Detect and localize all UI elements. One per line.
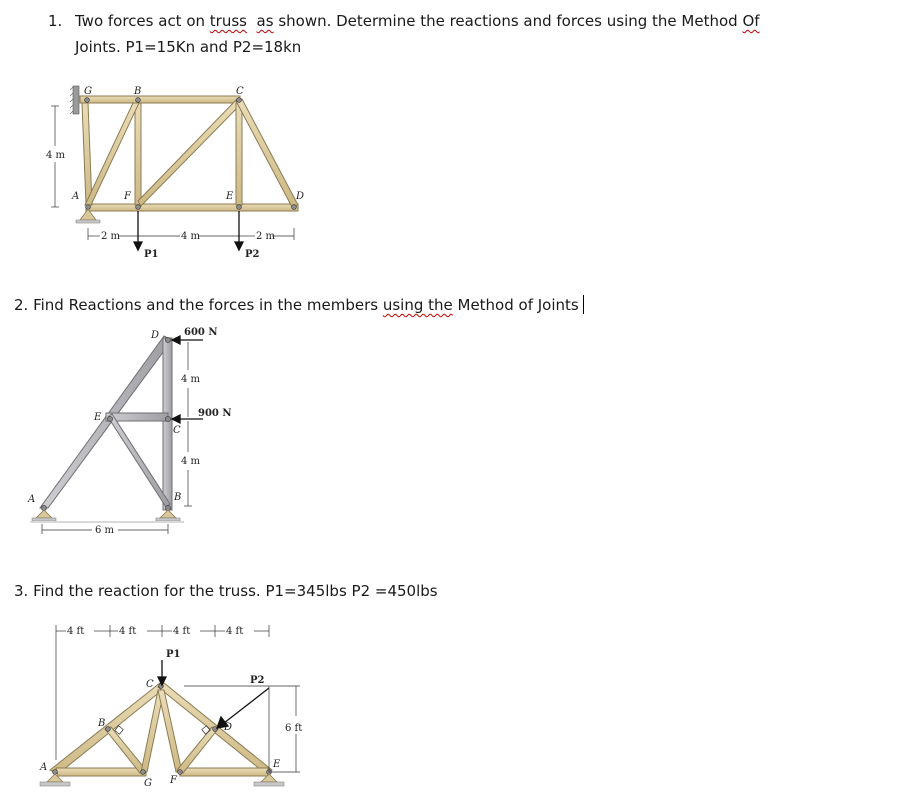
spellcheck-word-of[interactable]: Of [742,12,760,30]
dim-4ft-4: 4 ft [226,626,244,637]
dim-base-6m: 6 m [95,525,115,536]
joint-label-B2: B [174,492,182,503]
dim-height-4m: 4 m [46,150,66,161]
force-label-600N: 600 N [184,327,218,338]
problem2-text-a: 2. Find Reactions and the forces in the members [14,296,383,314]
member-AG [56,768,146,776]
dim-4ft-1: 4 ft [67,626,85,637]
problem2-text-b: Method of Joints [452,296,579,314]
joint-label-E2: E [94,412,102,423]
joint-label-D3: D [224,722,233,733]
dim-lower-4m: 4 m [181,456,201,467]
joint-label-C: C [236,86,244,97]
spellcheck-word-truss[interactable]: truss [209,12,247,30]
member-BG [105,727,146,773]
truss3-members [50,683,272,776]
dim-height-6ft: 6 ft [285,723,303,734]
load-label-P2: P2 [245,249,260,260]
joint-label-D: D [296,191,305,202]
load-label-P1: P1 [144,249,159,260]
joint-label-D2: D [151,330,160,341]
spellcheck-word-as[interactable]: as [256,12,274,30]
joint-label-F3: F [170,775,177,786]
spellcheck-phrase-using-the[interactable]: using the [382,296,453,314]
joint-label-A: A [72,191,80,202]
member-DF [177,727,218,773]
joint-label-A2: A [28,494,36,505]
force-label-900N: 900 N [198,408,232,419]
problem1-number: 1. [48,12,63,30]
dim-2m-left: 2 m [101,231,121,242]
joint-label-C3: C [146,679,154,690]
problem1-text-b: shown. Determine the reactions and forces using the Method [273,12,743,30]
dim-4ft-2: 4 ft [119,626,137,637]
problem3-text: 3. Find the reaction for the truss. P1=345lbs P2 =450lbs [14,582,438,600]
problem1-text-a: Two forces act on [75,12,210,30]
dim-4m-mid: 4 m [181,231,201,242]
joint-label-G: G [84,86,92,97]
joint-label-E: E [226,191,234,202]
joint-label-C2: C [173,425,181,436]
joint-label-G3: G [144,778,152,789]
dim-4ft-3: 4 ft [173,626,191,637]
joint-label-B: B [134,86,142,97]
dim-upper-4m: 4 m [181,374,201,385]
joint-label-F: F [124,191,131,202]
joint-label-B3: B [98,718,106,729]
problem1-line2: Joints. P1=15Kn and P2=18kn [75,38,302,56]
joint-label-A3: A [40,762,48,773]
joint-label-E3: E [273,759,281,770]
dim-2m-right: 2 m [256,231,276,242]
member-EF [180,768,268,776]
load-label-P1-3: P1 [166,649,181,660]
load-label-P2-3: P2 [250,675,265,686]
